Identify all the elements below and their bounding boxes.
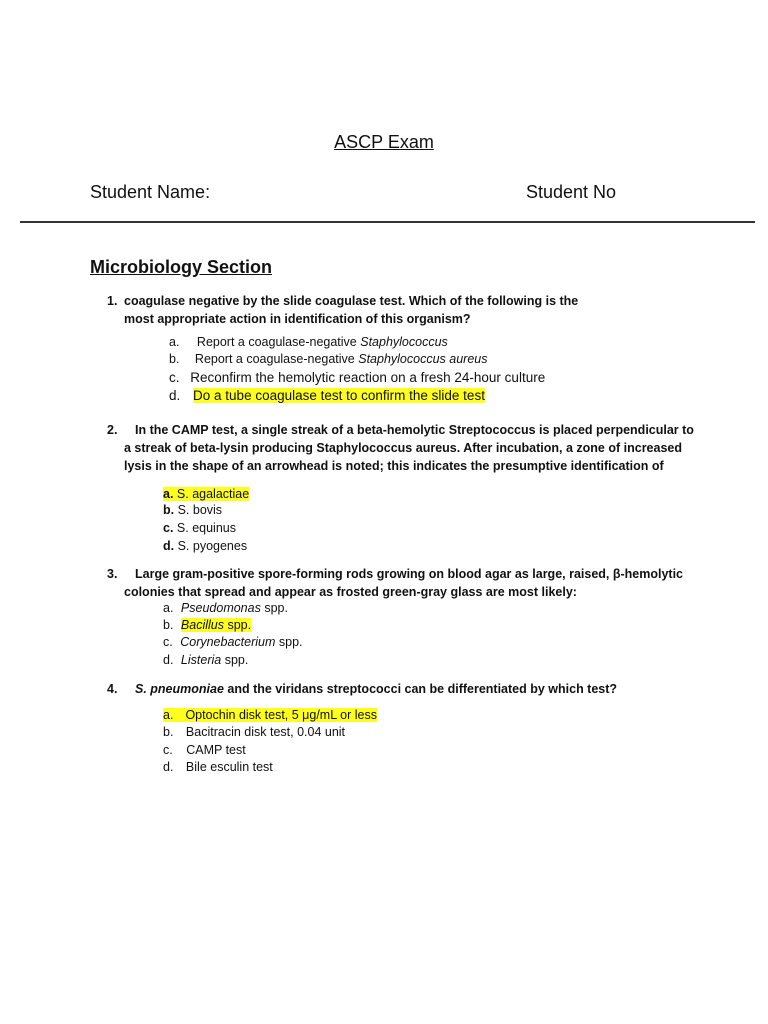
option-text: S. bovis [177, 503, 223, 517]
question-text: most appropriate action in identification of this organism? [124, 312, 471, 326]
student-no-label: Student No [526, 182, 617, 202]
question-2 [0, 421, 768, 477]
question-text: and the viridans streptococci can be differentiated by which test? [223, 682, 618, 696]
question-text: lysis in the shape of an arrowhead is noted; this indicates the presumptive identification of [124, 459, 664, 473]
page-title: ASCP Exam [334, 132, 434, 152]
option-text: S. pyogenes [177, 539, 248, 553]
question-text: coagulase negative by the slide coagulase test. Which of the following is the [124, 294, 579, 308]
option-2d [163, 538, 247, 555]
option-4a [163, 707, 377, 724]
option-text: Bacitracin disk test, 0.04 unit [185, 725, 346, 739]
option-1b [169, 351, 487, 368]
question-number: 3. [107, 567, 118, 581]
option-1a [169, 334, 448, 351]
option-4b [163, 724, 345, 741]
option-italic-text: Pseudomonas [180, 601, 261, 615]
question-text: a streak of beta-lysin producing Staphylococcus aureus. After incubation, a zone of increased [124, 441, 682, 455]
option-3b [163, 617, 251, 634]
option-text: CAMP test [186, 743, 246, 757]
header-divider [20, 221, 755, 223]
question-text: Large gram-positive spore-forming rods growing on blood agar as large, raised, β-hemolytic [135, 567, 684, 581]
question-number: 2. [107, 423, 118, 437]
option-italic-text: Bacillus [180, 618, 224, 632]
question-italic-text: S. pneumoniae [135, 682, 224, 696]
option-2c [163, 520, 236, 537]
option-text: S. equinus [176, 521, 236, 535]
option-letter: c. [163, 521, 174, 535]
option-text: Report a coagulase-negative [194, 352, 359, 366]
option-text-highlighted: S. agalactiae [176, 487, 250, 501]
option-3d [163, 652, 248, 669]
option-1c [169, 369, 545, 386]
option-letter: b. [163, 725, 174, 739]
option-italic-text: Staphylococcus [360, 335, 448, 349]
question-text: colonies that spread and appear as frosted green-gray glass are most likely: [124, 585, 577, 599]
option-text-highlighted: spp. [224, 618, 252, 632]
option-text: Report a coagulase-negative [196, 335, 361, 349]
option-italic-text: Corynebacterium [180, 635, 276, 649]
option-text: spp. [260, 601, 288, 615]
section-title: Microbiology Section [90, 257, 273, 277]
option-italic-text: Staphylococcus aureus [358, 352, 488, 366]
option-text-highlighted: Do a tube coagulase test to confirm the slide test [193, 388, 485, 403]
question-number: 1. [107, 294, 118, 308]
option-text: Reconfirm the hemolytic reaction on a fresh 24-hour culture [190, 370, 546, 385]
option-letter: a. [163, 601, 174, 615]
option-3a [163, 600, 288, 617]
option-letter: a. [169, 335, 180, 349]
option-text: Bile esculin test [185, 760, 273, 774]
option-4d [163, 759, 273, 776]
option-letter: d. [163, 653, 174, 667]
option-1d [169, 387, 485, 404]
option-letter: d. [163, 760, 174, 774]
option-2b [163, 502, 222, 519]
question-3 [0, 565, 768, 605]
option-letter: c. [169, 370, 180, 385]
option-4c [163, 742, 246, 759]
option-letter: c. [163, 635, 173, 649]
question-1 [0, 292, 768, 332]
option-3c [163, 634, 303, 651]
option-letter: b. [169, 352, 180, 366]
option-letter: c. [163, 743, 173, 757]
option-letter: b. [163, 503, 175, 517]
option-letter: a. [163, 487, 174, 501]
option-italic-text: Listeria [180, 653, 222, 667]
option-letter: b. [163, 618, 174, 632]
question-text: In the CAMP test, a single streak of a beta-hemolytic Streptococcus is placed perpendicular to [135, 423, 694, 437]
question-4 [0, 680, 768, 700]
option-letter: a. [163, 708, 174, 722]
option-2a [163, 486, 249, 503]
option-text-highlighted: Optochin disk test, 5 μg/mL or less [185, 708, 377, 722]
option-letter: d. [169, 388, 181, 403]
student-name-label: Student Name: [90, 182, 211, 202]
option-letter: d. [163, 539, 175, 553]
question-number: 4. [107, 682, 118, 696]
option-text: spp. [221, 653, 249, 667]
option-text: spp. [275, 635, 303, 649]
